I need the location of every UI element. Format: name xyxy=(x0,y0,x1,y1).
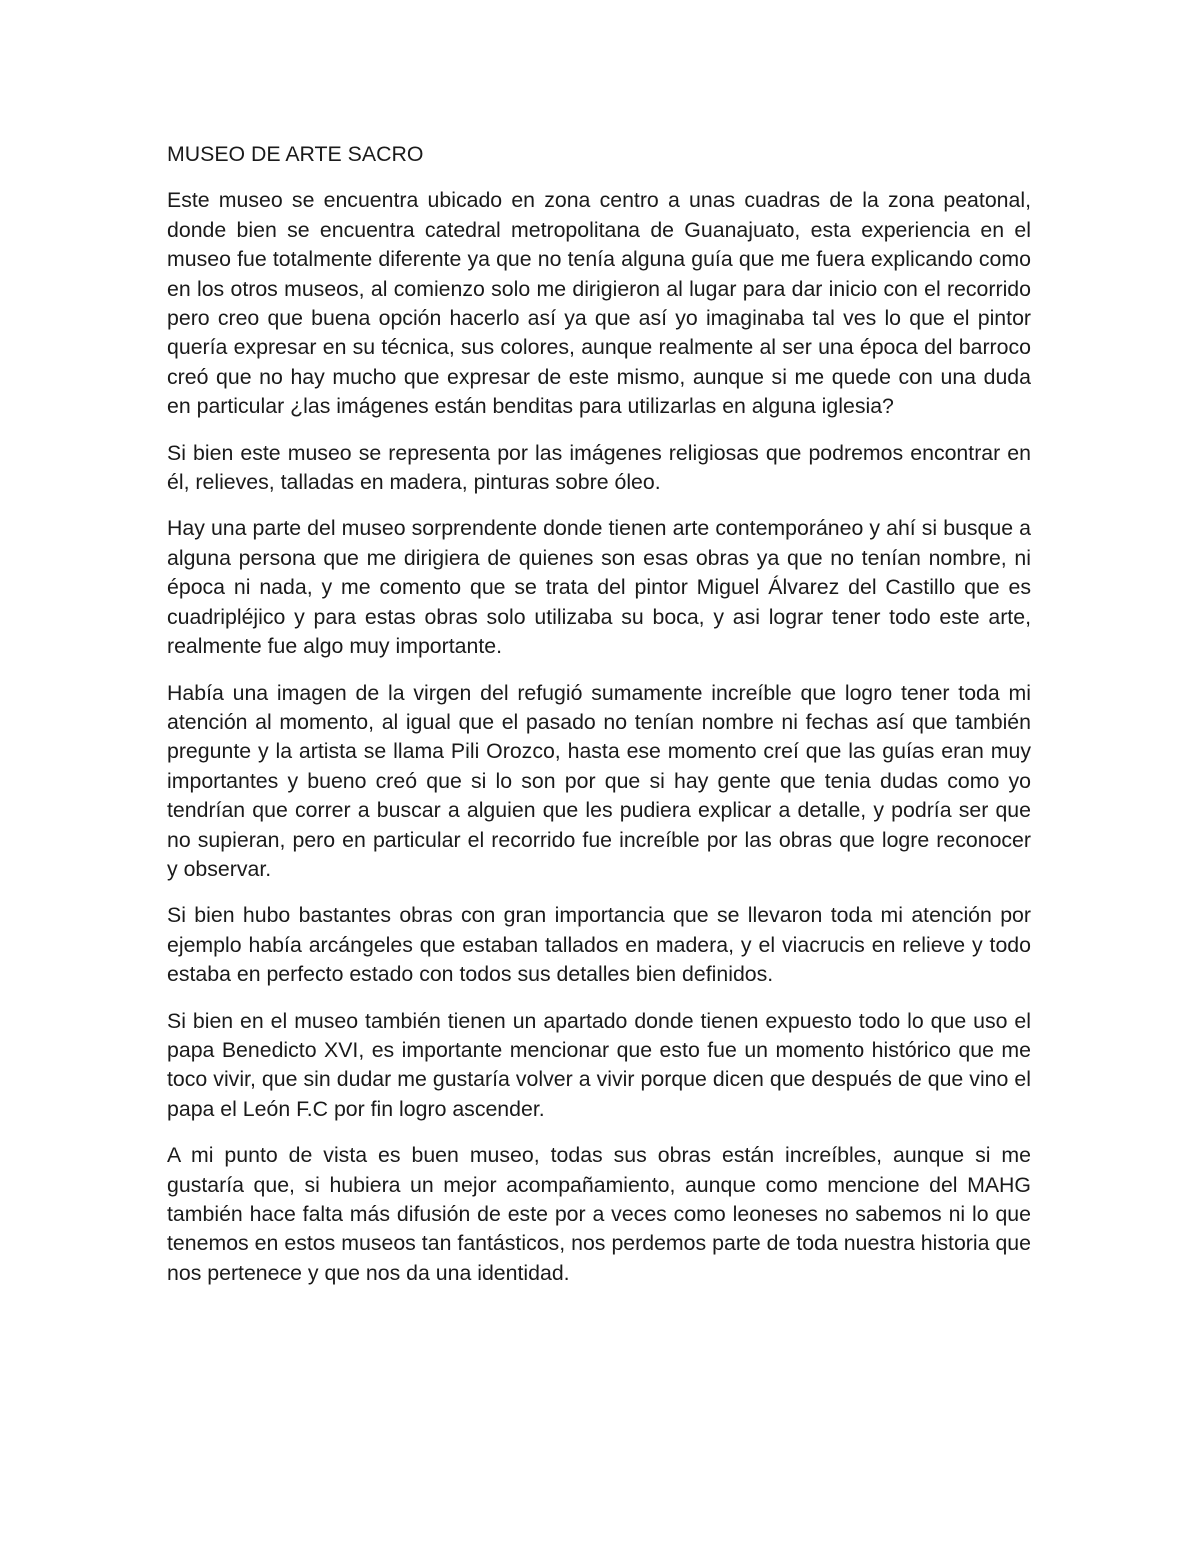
paragraph-conclusion: A mi punto de vista es buen museo, todas sus obras están increíbles, aunque si me gustaría que, si hubiera un mejor acompañamiento, aunque como mencione del MAHG también hace falta más difusión de este por a veces como leoneses no sabemos ni lo que tenemos en estos museos tan fantásticos, nos perdemos parte de toda nuestra historia que nos pertenece y que nos da una identidad. xyxy=(167,1143,1031,1285)
document-title: MUSEO DE ARTE SACRO xyxy=(167,142,424,166)
paragraph-pope-benedict: Si bien en el museo también tienen un apartado donde tienen expuesto todo lo que uso el papa Benedicto XVI, es importante mencionar que esto fue un momento histórico que me toco vivir, que sin dudar me gustaría volver a vivir porque dicen que después de que vino el papa el León F.C por fin logro ascender. xyxy=(167,1008,1031,1121)
paragraph-location: Este museo se encuentra ubicado en zona centro a unas cuadras de la zona peatonal, donde bien se encuentra catedral metropolitana de Guanajuato, esta experiencia en el museo fue totalmente diferente ya que no tenía alguna guía que me fuera explicando como en los otros museos, al comienzo solo me dirigieron al lugar para dar inicio con el recorrido pero creo que buena opción hacerlo así ya que así yo imaginaba tal ves lo que el pintor quería expresar en su técnica, sus colores, aunque realmente al ser una época del barroco creó que no hay mucho que expresar de este mismo, aunque si me quede con una duda en particular ¿las imágenes están benditas para utilizarlas en alguna iglesia? xyxy=(167,188,1031,419)
document-page xyxy=(167,140,1031,1305)
paragraph-virgin-image: Había una imagen de la virgen del refugió sumamente increíble que logro tener toda mi atención al momento, al igual que el pasado no tenían nombre ni fechas así que también pregunte y la artista se llama Pili Orozco, hasta ese momento creí que las guías eran muy importantes y bueno creó que si lo son por que si hay gente que tenia dudas como yo tendrían que correr a buscar a alguien que les pudiera explicar a detalle, y podría ser que no supieran, pero en particular el recorrido fue increíble por las obras que logre reconocer y observar. xyxy=(167,680,1031,881)
paragraph-religious-images: Si bien este museo se representa por las imágenes religiosas que podremos encontrar en él, relieves, talladas en madera, pinturas sobre óleo. xyxy=(167,440,1031,495)
paragraph-contemporary-art: Hay una parte del museo sorprendente donde tienen arte contemporáneo y ahí si busque a alguna persona que me dirigiera de quienes son esas obras ya que no tenían nombre, ni época ni nada, y me comento que se trata del pintor Miguel Álvarez del Castillo que es cuadripléjico y para estas obras solo utilizaba su boca, y asi lograr tener todo este arte, realmente fue algo muy importante. xyxy=(167,516,1031,659)
paragraph-archangels: Si bien hubo bastantes obras con gran importancia que se llevaron toda mi atención por ejemplo había arcángeles que estaban tallados en madera, y el viacrucis en relieve y todo estaba en perfecto estado con todos sus detalles bien definidos. xyxy=(167,903,1031,987)
